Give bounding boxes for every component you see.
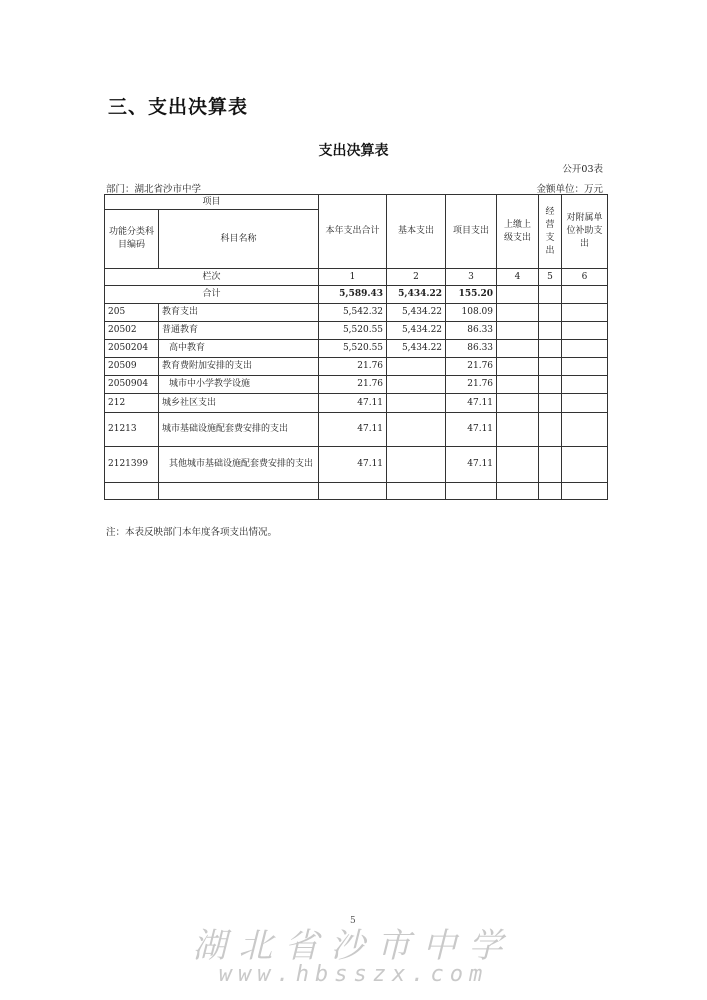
- row-subsidy: [562, 376, 608, 394]
- total-upper: [497, 286, 539, 304]
- row-subsidy: [562, 322, 608, 340]
- row-code: 2121399: [105, 447, 159, 483]
- row-project: 108.09: [446, 304, 497, 322]
- column-index-1: 1: [319, 269, 387, 286]
- row-name: 高中教育: [159, 340, 319, 358]
- empty-cell: [446, 483, 497, 500]
- empty-cell: [105, 483, 159, 500]
- header-subject-name: 科目名称: [159, 210, 319, 269]
- table-row-empty: [105, 483, 608, 500]
- row-upper: [497, 394, 539, 413]
- header-project: 项目: [105, 195, 319, 210]
- row-name: 城市中小学教学设施: [159, 376, 319, 394]
- row-basic: [387, 394, 446, 413]
- empty-cell: [159, 483, 319, 500]
- section-title: 三、支出决算表: [108, 96, 249, 118]
- empty-cell: [497, 483, 539, 500]
- row-project: 47.11: [446, 413, 497, 447]
- empty-cell: [387, 483, 446, 500]
- table-title: 支出决算表: [318, 143, 389, 159]
- row-total: 47.11: [319, 447, 387, 483]
- row-project: 21.76: [446, 358, 497, 376]
- row-subsidy: [562, 447, 608, 483]
- table-row: [105, 322, 608, 340]
- table-row: [105, 413, 608, 447]
- header-total: 本年支出合计: [319, 195, 387, 269]
- row-name: 普通教育: [159, 322, 319, 340]
- row-operating: [539, 376, 562, 394]
- row-project: 86.33: [446, 322, 497, 340]
- row-upper: [497, 322, 539, 340]
- total-basic: 5,434.22: [387, 286, 446, 304]
- row-upper: [497, 447, 539, 483]
- header-subsidy: 对附属单位补助支出: [562, 195, 608, 269]
- empty-cell: [562, 483, 608, 500]
- row-total: 5,520.55: [319, 322, 387, 340]
- row-code: 20502: [105, 322, 159, 340]
- row-project: 86.33: [446, 340, 497, 358]
- row-upper: [497, 340, 539, 358]
- empty-cell: [539, 483, 562, 500]
- row-name: 城市基础设施配套费安排的支出: [159, 413, 319, 447]
- row-total: 21.76: [319, 358, 387, 376]
- column-index-row: [105, 269, 608, 286]
- total-label: 合计: [105, 286, 319, 304]
- row-total: 21.76: [319, 376, 387, 394]
- row-operating: [539, 304, 562, 322]
- total-row: [105, 286, 608, 304]
- table-row: [105, 304, 608, 322]
- column-index-6: 6: [562, 269, 608, 286]
- row-basic: [387, 376, 446, 394]
- table-row: [105, 376, 608, 394]
- row-upper: [497, 358, 539, 376]
- row-code: 21213: [105, 413, 159, 447]
- row-project: 47.11: [446, 394, 497, 413]
- header-upper-remit: 上缴上级支出: [497, 195, 539, 269]
- row-total: 5,520.55: [319, 340, 387, 358]
- header-basic: 基本支出: [387, 195, 446, 269]
- row-total: 5,542.32: [319, 304, 387, 322]
- total-project: 155.20: [446, 286, 497, 304]
- header-row-project: [105, 195, 608, 210]
- column-index-3: 3: [446, 269, 497, 286]
- row-code: 2050904: [105, 376, 159, 394]
- header-function-code: 功能分类科目编码: [105, 210, 159, 269]
- expenditure-table: [104, 194, 608, 500]
- table-note: 注：本表反映部门本年度各项支出情况。: [106, 527, 278, 538]
- row-operating: [539, 358, 562, 376]
- row-operating: [539, 394, 562, 413]
- header-operating: 经营支出: [539, 195, 562, 269]
- total-amount: 5,589.43: [319, 286, 387, 304]
- row-total: 47.11: [319, 413, 387, 447]
- table-row: [105, 447, 608, 483]
- row-name: 教育费附加安排的支出: [159, 358, 319, 376]
- empty-cell: [319, 483, 387, 500]
- row-subsidy: [562, 413, 608, 447]
- header-project-expenditure: 项目支出: [446, 195, 497, 269]
- row-name: 其他城市基础设施配套费安排的支出: [159, 447, 319, 483]
- row-basic: 5,434.22: [387, 340, 446, 358]
- column-index-5: 5: [539, 269, 562, 286]
- total-operating: [539, 286, 562, 304]
- table-row: [105, 340, 608, 358]
- row-subsidy: [562, 304, 608, 322]
- row-code: 205: [105, 304, 159, 322]
- row-upper: [497, 376, 539, 394]
- unit-label: 金额单位：万元: [536, 184, 603, 195]
- row-subsidy: [562, 340, 608, 358]
- row-code: 20509: [105, 358, 159, 376]
- watermark-url: www.hbsszx.com: [218, 962, 489, 987]
- row-total: 47.11: [319, 394, 387, 413]
- row-name: 教育支出: [159, 304, 319, 322]
- table-row: [105, 358, 608, 376]
- form-number: 公开03表: [562, 164, 603, 175]
- row-project: 21.76: [446, 376, 497, 394]
- department-label: 部门：湖北省沙市中学: [106, 184, 202, 195]
- row-basic: 5,434.22: [387, 304, 446, 322]
- row-basic: [387, 447, 446, 483]
- row-subsidy: [562, 394, 608, 413]
- row-upper: [497, 413, 539, 447]
- row-code: 212: [105, 394, 159, 413]
- row-operating: [539, 322, 562, 340]
- column-index-label: 栏次: [105, 269, 319, 286]
- row-subsidy: [562, 358, 608, 376]
- column-index-2: 2: [387, 269, 446, 286]
- watermark-school-name: 湖北省沙市中学: [192, 926, 515, 966]
- row-name: 城乡社区支出: [159, 394, 319, 413]
- row-operating: [539, 447, 562, 483]
- column-index-4: 4: [497, 269, 539, 286]
- row-code: 2050204: [105, 340, 159, 358]
- total-subsidy: [562, 286, 608, 304]
- row-operating: [539, 340, 562, 358]
- row-operating: [539, 413, 562, 447]
- row-basic: [387, 358, 446, 376]
- table-row: [105, 394, 608, 413]
- page-number: 5: [350, 916, 356, 926]
- row-basic: 5,434.22: [387, 322, 446, 340]
- row-upper: [497, 304, 539, 322]
- row-project: 47.11: [446, 447, 497, 483]
- row-basic: [387, 413, 446, 447]
